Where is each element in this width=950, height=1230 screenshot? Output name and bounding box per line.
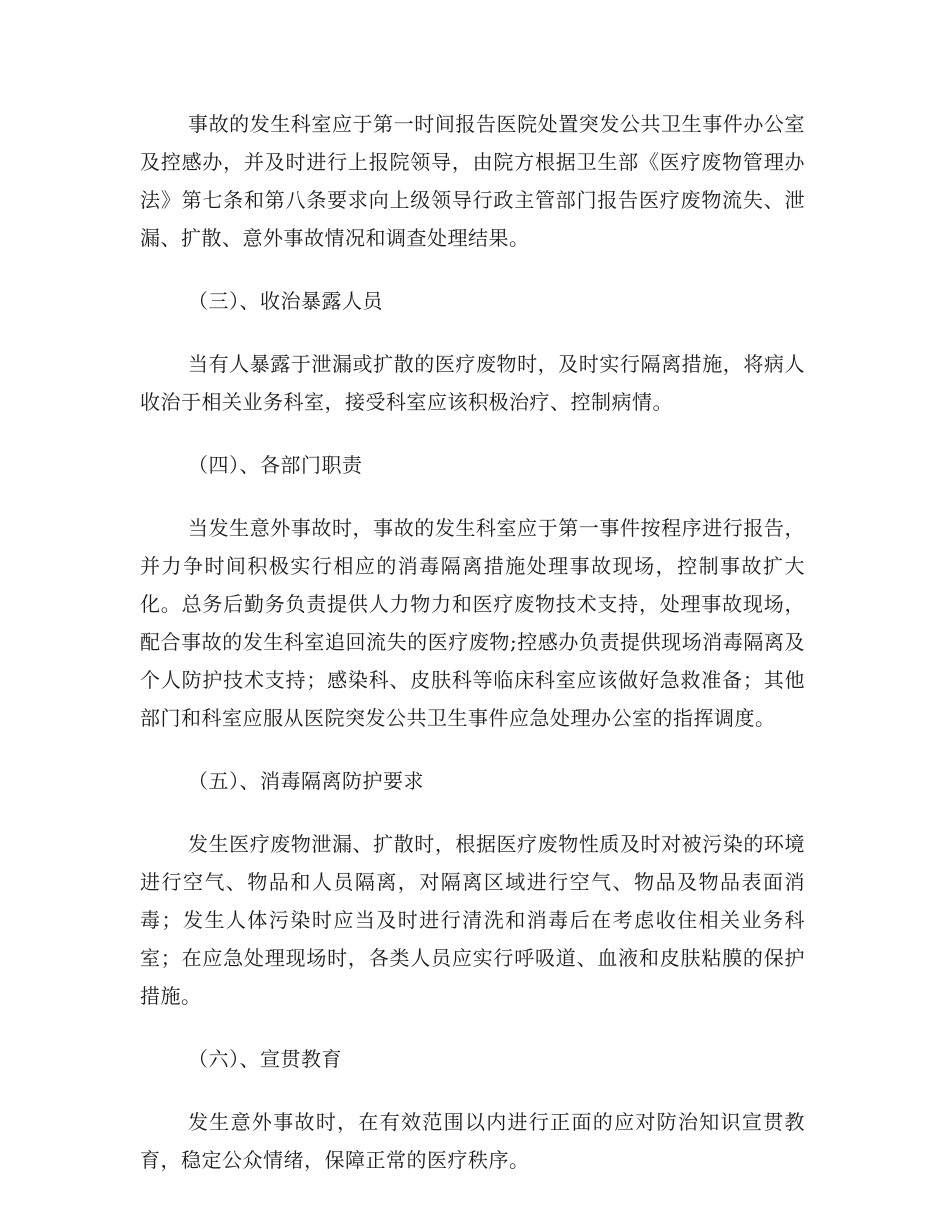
section-heading-6: （六）、宣贯教育	[188, 1047, 342, 1071]
paragraph-exposed-persons: 当有人暴露于泄漏或扩散的医疗废物时，及时实行隔离措施，将病人收治于相关业务科室，接受科室应该积极治疗、控制病情。	[140, 352, 805, 414]
section-heading-3: （三）、收治暴露人员	[188, 289, 383, 313]
paragraph-report-accident: 事故的发生科室应于第一时间报告医院处置突发公共卫生事件办公室及控感办，并及时进行上报院领导，由院方根据卫生部《医疗废物管理办法》第七条和第八条要求向上级领导行政主管部门报告医疗废物流失、泄漏、扩散、意外事故情况和调查处理结果。	[140, 112, 805, 250]
paragraph-disinfection: 发生医疗废物泄漏、扩散时，根据医疗废物性质及时对被污染的环境进行空气、物品和人员隔离，对隔离区域进行空气、物品及物品表面消毒；发生人体污染时应当及时进行清洗和消毒后在考虑收住相关业务科室；在应急处理现场时，各类人员应实行呼吸道、血液和皮肤粘膜的保护措施。	[140, 832, 805, 1008]
paragraph-education: 发生意外事故时，在有效范围以内进行正面的应对防治知识宣贯教育，稳定公众情绪，保障正常的医疗秩序。	[140, 1110, 805, 1172]
section-heading-4: （四）、各部门职责	[188, 453, 363, 477]
section-heading-5: （五）、消毒隔离防护要求	[188, 769, 424, 793]
paragraph-department-duties: 当发生意外事故时，事故的发生科室应于第一事件按程序进行报告，并力争时间积极实行相应的消毒隔离措施处理事故现场，控制事故扩大化。总务后勤务负责提供人力物力和医疗废物技术支持，处理事故现场，配合事故的发生科室追回流失的医疗废物;控感办负责提供现场消毒隔离及个人防护技术支持；感染科、皮肤科等临床科室应该做好急救准备；其他部门和科室应服从医院突发公共卫生事件应急处理办公室的指挥调度。	[140, 516, 805, 730]
document-page	[140, 105, 805, 1204]
